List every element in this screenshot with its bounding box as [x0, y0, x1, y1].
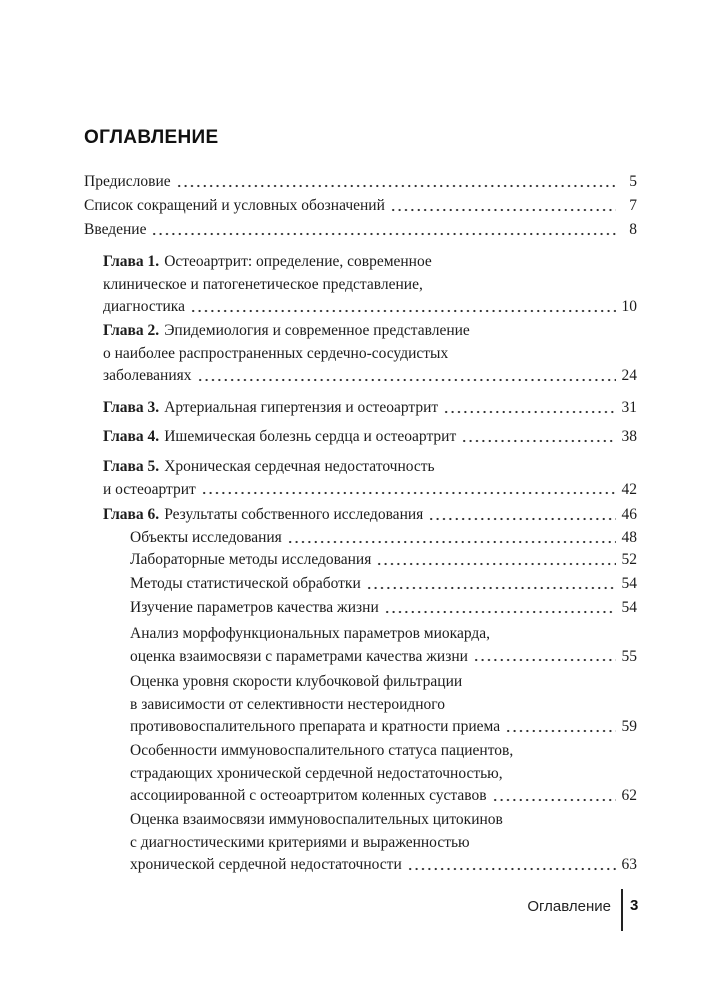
entry-text: в зависимости от селективности нестероидного — [130, 695, 446, 713]
page-number: 7 — [629, 197, 637, 214]
toc-entry-lab-methods — [130, 549, 637, 572]
entry-text: Остеоартрит: определение, современное — [164, 253, 432, 270]
dot-leader — [492, 798, 616, 802]
dot-leader — [505, 729, 616, 733]
chapter-label: Глава 4. — [103, 428, 160, 445]
entry-text: о наиболее распространенных сердечно-сосудистых — [103, 344, 449, 362]
entry-text: и остеоартрит — [103, 480, 196, 498]
page-number: 55 — [621, 647, 637, 665]
entry-text: противовоспалительного препарата и кратности приема — [130, 718, 501, 735]
toc-entry-statistics — [130, 573, 637, 596]
page-number: 31 — [621, 399, 637, 416]
toc-entry-preface — [84, 171, 637, 194]
page-number: 5 — [629, 173, 637, 190]
dot-leader — [384, 610, 616, 614]
page-number: 10 — [621, 298, 637, 315]
dot-leader — [151, 232, 616, 236]
entry-text: Хроническая сердечная недостаточность — [164, 458, 435, 475]
chapter-label: Глава 5. — [103, 458, 160, 475]
toc-entry-cytokines — [130, 809, 637, 877]
entry-text: Особенности иммуновоспалительного статуса пациентов, — [130, 742, 514, 759]
dot-leader — [197, 378, 616, 382]
dot-leader — [176, 184, 616, 188]
dot-leader — [390, 208, 616, 212]
page-number: 52 — [621, 551, 637, 568]
page-number: 62 — [621, 787, 637, 804]
page-number: 54 — [621, 599, 637, 616]
entry-text: Методы статистической обработки — [130, 575, 361, 592]
page-number: 48 — [621, 529, 637, 546]
toc-entry-myocardium-analysis — [130, 623, 637, 668]
toc-entry-chapter-2 — [103, 320, 637, 388]
toc-entry-chapter-3 — [103, 397, 637, 420]
toc-entry-chapter-5 — [103, 456, 637, 501]
dot-leader — [287, 540, 616, 544]
entry-text: Эпидемиология и современное представление — [164, 322, 470, 339]
entry-text: Объекты исследования — [130, 529, 282, 546]
footer-page-number: 3 — [630, 897, 639, 914]
entry-text: с диагностическими критериями и выраженностью — [130, 833, 470, 851]
entry-text: Ишемическая болезнь сердца и остеоартрит — [164, 428, 457, 445]
toc-entry-quality-of-life — [130, 597, 637, 620]
entry-text: Анализ морфофункциональных параметров миокарда, — [130, 625, 491, 642]
entry-text: Изучение параметров качества жизни — [130, 599, 379, 616]
dot-leader — [376, 562, 616, 566]
page-title: ОГЛАВЛЕНИЕ — [84, 127, 219, 148]
toc-entry-chapter-4 — [103, 426, 637, 449]
toc-entry-immune-status — [130, 740, 637, 808]
page-number: 8 — [629, 221, 637, 238]
chapter-label: Глава 3. — [103, 399, 160, 416]
entry-text: хронической сердечной недостаточности — [130, 856, 402, 873]
footer-divider — [621, 889, 623, 931]
page-number: 59 — [621, 718, 637, 735]
toc-entry-abbreviations — [84, 195, 637, 218]
entry-text: заболеваниях — [103, 367, 192, 384]
dot-leader — [366, 586, 616, 590]
entry-text: Список сокращений и условных обозначений — [84, 197, 385, 214]
chapter-label: Глава 2. — [103, 322, 160, 339]
entry-text: Предисловие — [84, 173, 171, 190]
dot-leader — [407, 867, 616, 871]
entry-text: диагностика — [103, 298, 185, 315]
entry-text: Оценка уровня скорости клубочковой фильтрации — [130, 673, 463, 690]
dot-leader — [461, 439, 616, 443]
entry-text: страдающих хронической сердечной недостаточностью, — [130, 764, 503, 782]
dot-leader — [428, 517, 616, 521]
entry-text: Оценка взаимосвязи иммуновоспалительных цитокинов — [130, 811, 503, 828]
page-number: 24 — [621, 367, 637, 384]
entry-text: Лабораторные методы исследования — [130, 551, 372, 568]
entry-text: Результаты собственного исследования — [164, 506, 424, 523]
chapter-label: Глава 1. — [103, 253, 160, 270]
dot-leader — [201, 491, 616, 495]
entry-text: ассоциированной с остеоартритом коленных суставов — [130, 787, 487, 804]
toc-entry-filtration-rate — [130, 671, 637, 739]
chapter-label: Глава 6. — [103, 506, 160, 523]
page-number: 42 — [621, 480, 637, 498]
dot-leader — [443, 410, 616, 414]
entry-text: Введение — [84, 221, 147, 238]
entry-text: клиническое и патогенетическое представление, — [103, 275, 423, 293]
entry-text: оценка взаимосвязи с параметрами качества жизни — [130, 647, 468, 665]
page-number: 63 — [621, 856, 637, 873]
toc-entry-introduction — [84, 219, 637, 242]
entry-text: Артериальная гипертензия и остеоартрит — [164, 399, 439, 416]
dot-leader — [473, 658, 616, 662]
page-number: 46 — [621, 506, 637, 523]
toc-entry-research-objects — [130, 527, 637, 550]
dot-leader — [190, 309, 616, 313]
page-number: 38 — [621, 428, 637, 445]
running-footer-section: Оглавление — [527, 898, 611, 915]
toc-entry-chapter-6 — [103, 504, 637, 527]
toc-entry-chapter-1 — [103, 251, 637, 319]
page-number: 54 — [621, 575, 637, 592]
